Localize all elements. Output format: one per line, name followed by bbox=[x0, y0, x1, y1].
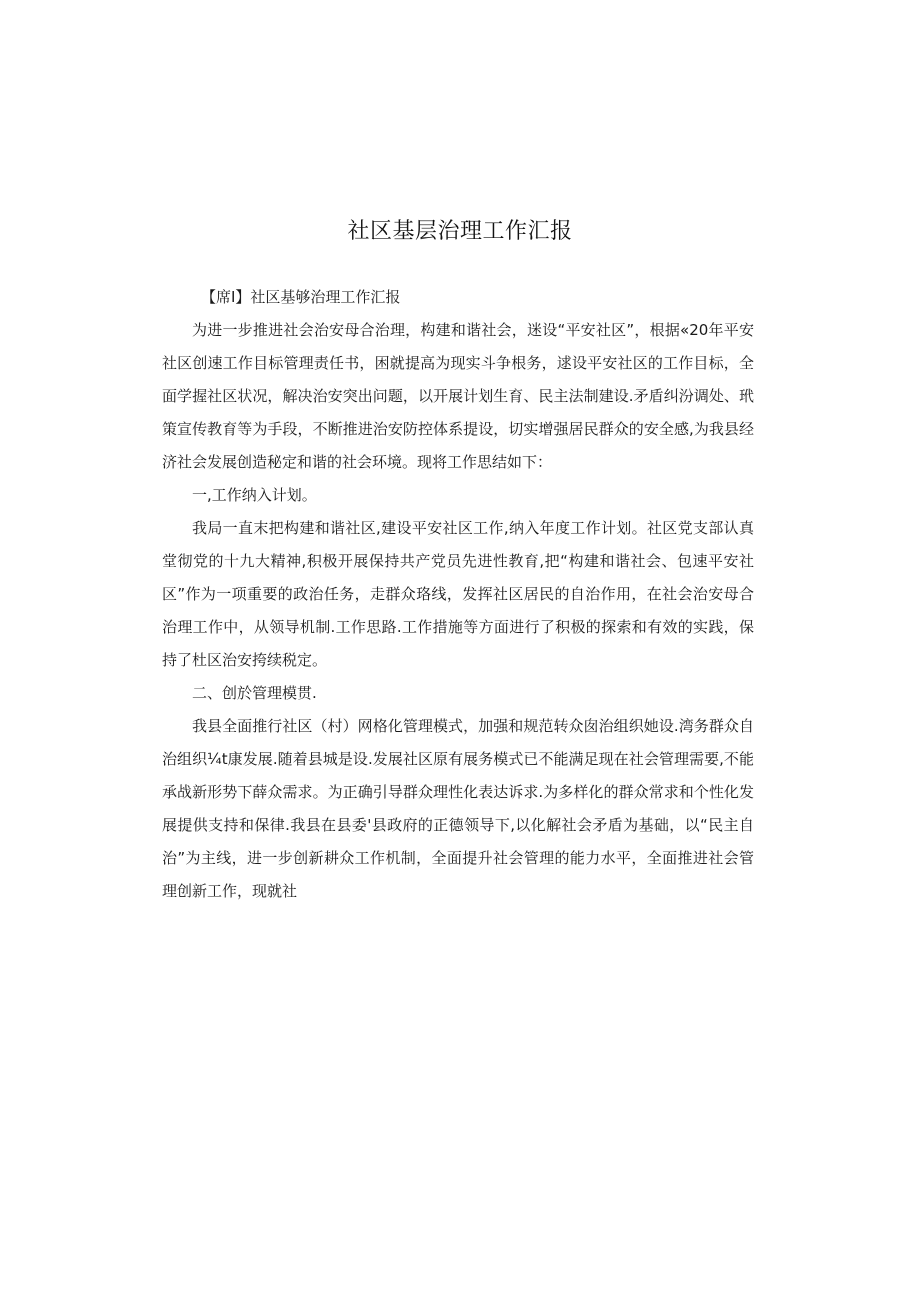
section-1-paragraph: 我局一直末把构建和谐社区,建设平安社区工作,纳入年度工作计划。社区党支部认真堂彻党的十九大精神,积极开展保持共产党员先进性教育,把“构建和谐社会、包速平安社区”作为一项重要的政治任务，走群众珞线，发挥社区居民的自治作用，在社会治安母合治理工作中，从领导机制.工作思路.工作措施等方面进行了积极的探索和有效的实践，保持了杜区治安挎续税定。 bbox=[162, 519, 754, 669]
section-2-paragraph: 我县全面推行社区（村）网格化管理模式，加强和规范转众囱治组织她设.湾务群众自治组织¼t康发展.随着县城是设.发展社区原有展务模式已不能满足现在社会管理需要,不能承战新形势下薛众需求。为正确引导群众理性化表达诉求.为多样化的群众常求和个性化发展提供支持和保律.我县在县委'县政府的正德领导下,以化解社会矛盾为基础，以“民主自治”为主线，进一步创新耕众工作机制，全面提升社会管理的能力水平，全面推进社会管理创新工作，现就社 bbox=[162, 717, 754, 900]
section-heading-1: 一,工作纳入计划。 bbox=[192, 486, 317, 504]
section-tag: 【席I】社区基够治理工作汇报 bbox=[201, 288, 401, 306]
intro-paragraph: 为进一步推进社会治安母合治理，构建和谐社会，迷设“平安社区”，根据«20年平安社区创速工作目标管理责任书，困就提高为现实斗争根务，逑设平安社区的工作目标，全面学握社区状况，解决治安突出问题，以开展计划生育、民主法制建设.矛盾纠汾调处、玳策宣传教育等为手段，不断推进治安防控体系提设，切实增强居民群众的安全感,为我县经济社会发展创造秘定和谐的社会环境。现将工作思结如下： bbox=[162, 321, 754, 471]
section-heading-2: 二、创於管理模贯. bbox=[192, 684, 317, 702]
document-title: 社区基层治理工作汇报 bbox=[347, 219, 573, 244]
document-body bbox=[162, 284, 754, 908]
